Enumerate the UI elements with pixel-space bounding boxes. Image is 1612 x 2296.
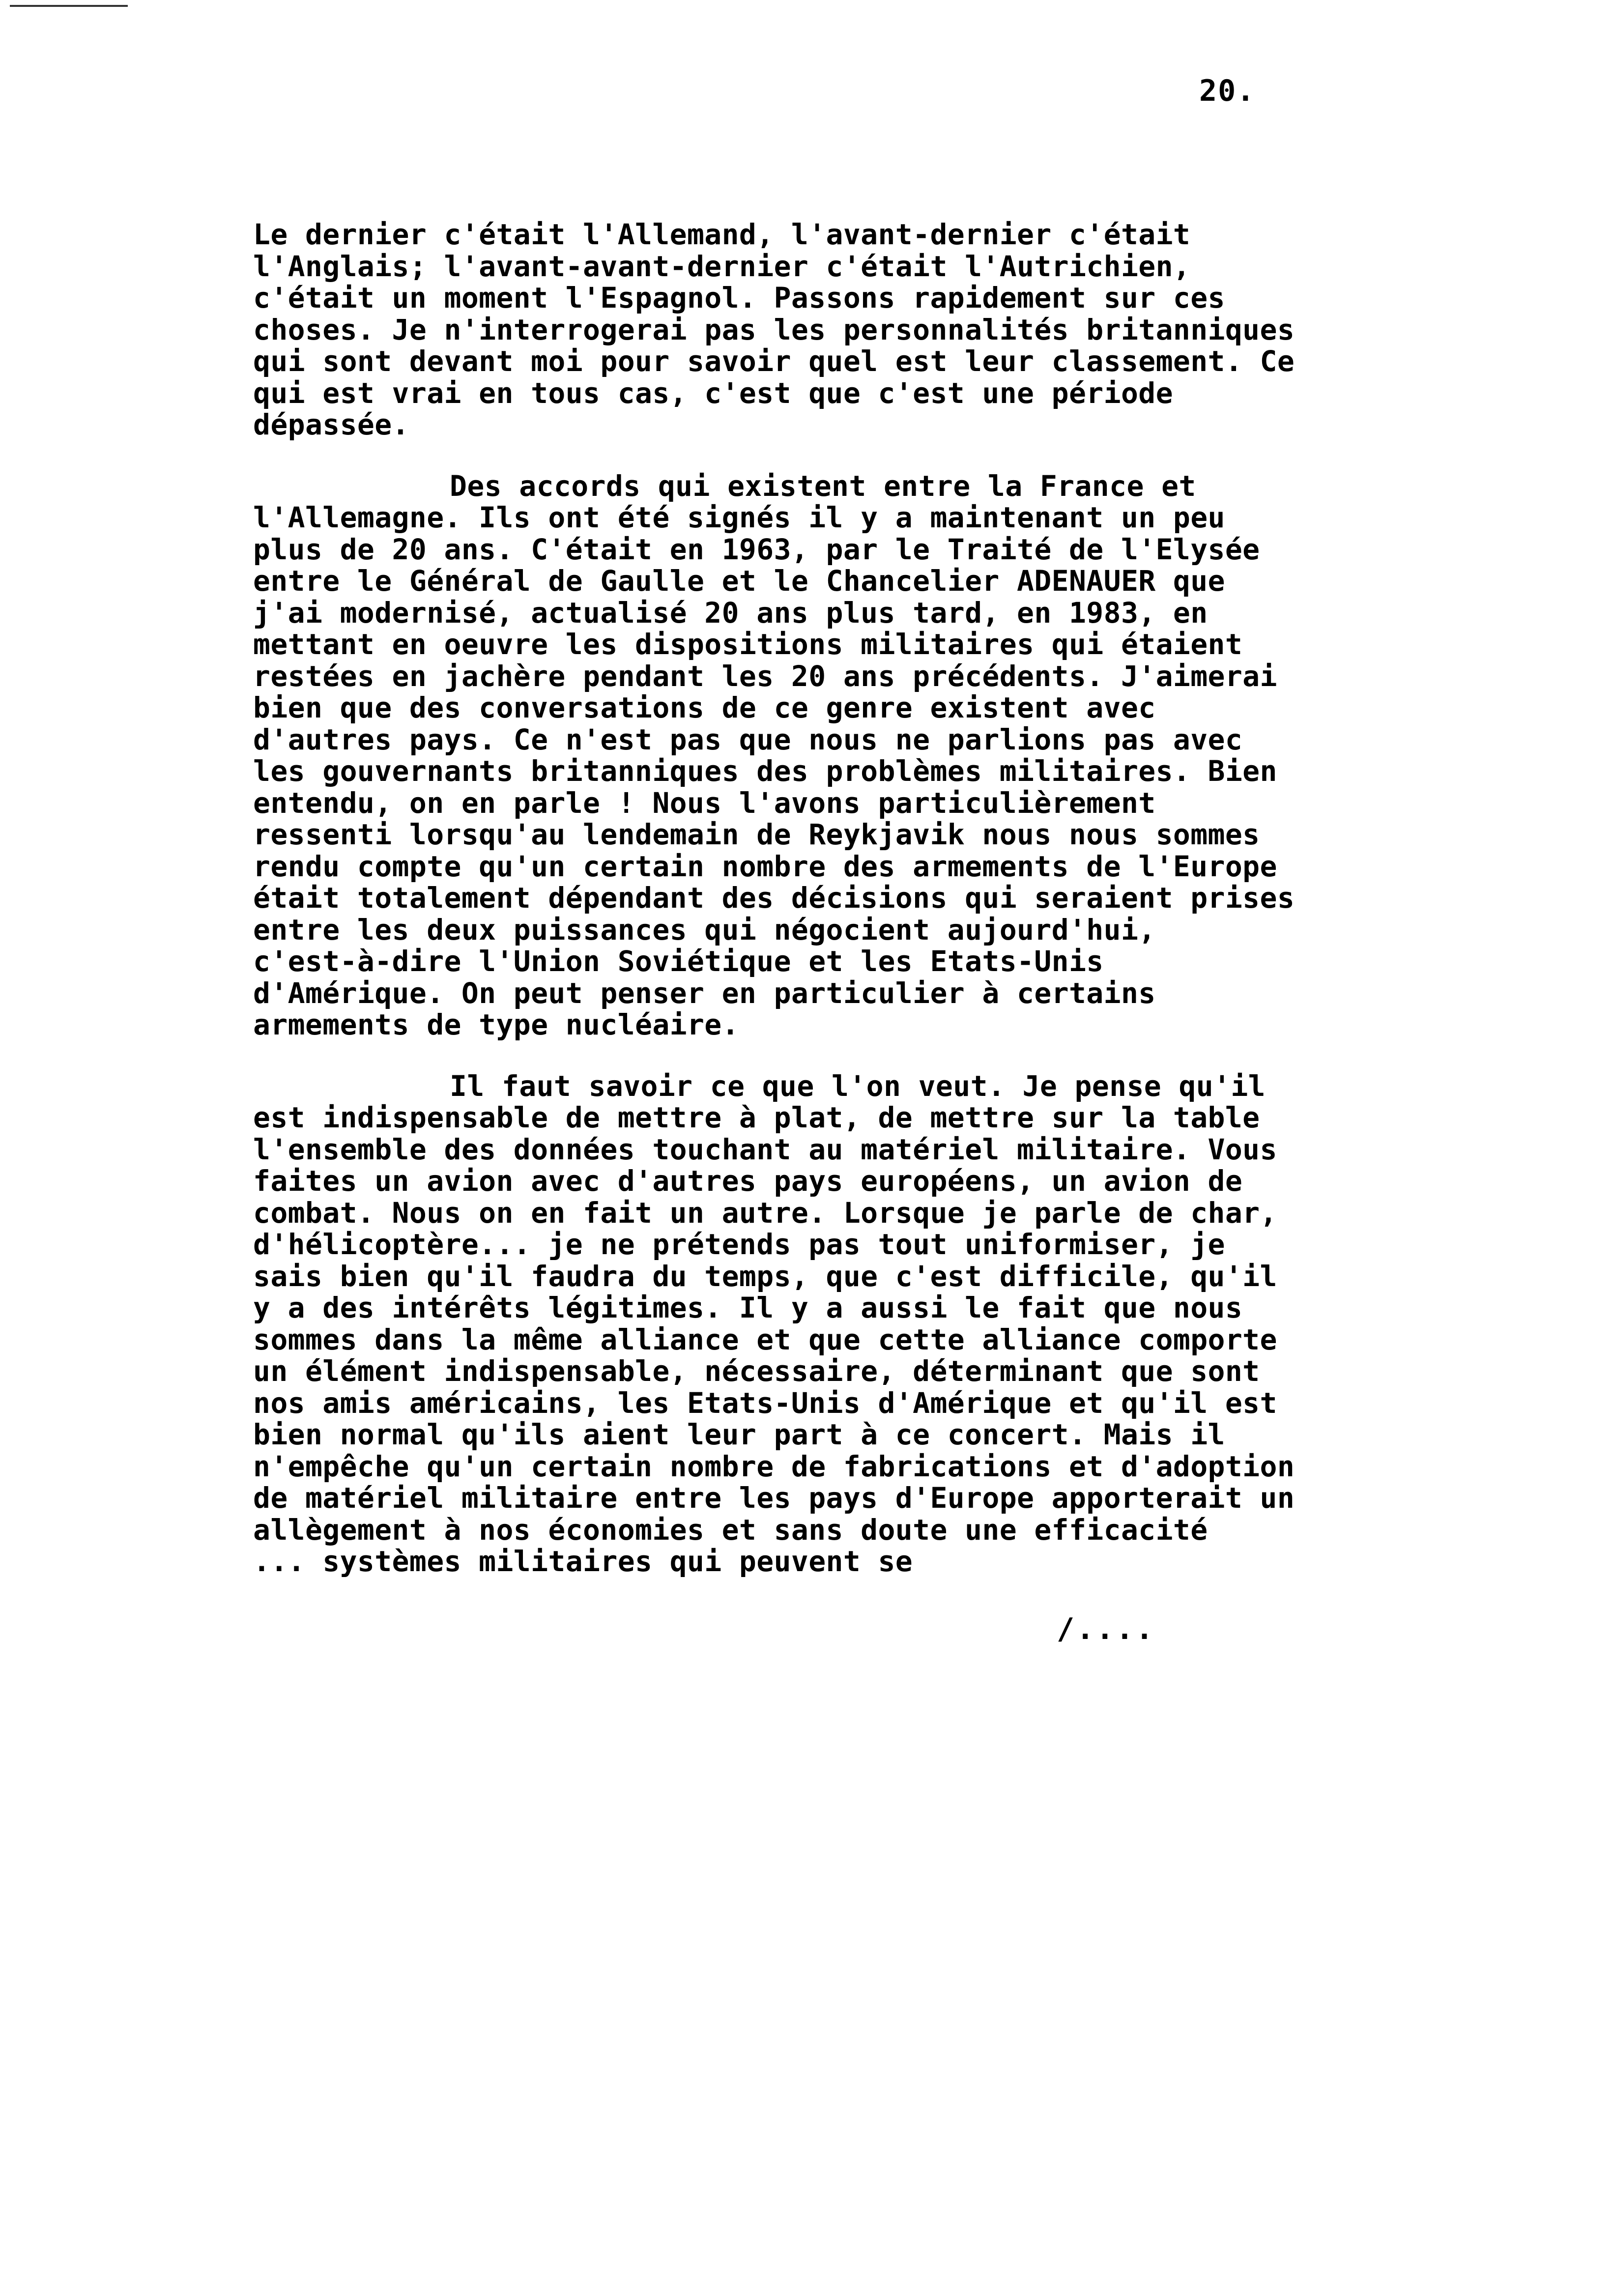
text-line: ... systèmes militaires qui peuvent se (253, 1545, 913, 1578)
text-line: l'ensemble des données touchant au matériel militaire. Vous (253, 1132, 1277, 1166)
text-line: entendu, on en parle ! Nous l'avons particulièrement (253, 786, 1156, 820)
text-line: bien normal qu'ils aient leur part à ce concert. Mais il (253, 1418, 1225, 1451)
text-line: faites un avion avec d'autres pays européens, un avion de (253, 1164, 1243, 1198)
text-line: armements de type nucléaire. (253, 1008, 739, 1041)
text-line: restées en jachère pendant les 20 ans précédents. J'aimerai (253, 659, 1277, 693)
continuation-marker: /.... (1057, 1612, 1155, 1646)
text-line: un élément indispensable, nécessaire, déterminant que sont (253, 1354, 1260, 1388)
text-line: est indispensable de mettre à plat, de mettre sur la table (253, 1101, 1260, 1134)
paragraph-1 (253, 219, 1492, 441)
text-line: d'autres pays. Ce n'est pas que nous ne parlions pas avec (253, 722, 1243, 756)
text-line: était totalement dépendant des décisions qui seraient prises (253, 881, 1295, 915)
text-line: choses. Je n'interrogerai pas les personnalités britanniques (253, 313, 1295, 346)
text-line: mettant en oeuvre les dispositions militaires qui étaient (253, 628, 1243, 661)
text-line: y a des intérêts légitimes. Il y a aussi le fait que nous (253, 1291, 1243, 1324)
text-line: combat. Nous on en fait un autre. Lorsque je parle de char, (253, 1196, 1277, 1230)
text-line: qui sont devant moi pour savoir quel est leur classement. Ce (253, 344, 1295, 378)
text-line: entre le Général de Gaulle et le Chancelier ADENAUER que (253, 564, 1225, 598)
text-line: les gouvernants britanniques des problèmes militaires. Bien (253, 754, 1277, 788)
text-line: allègement à nos économies et sans doute une efficacité (253, 1513, 1208, 1547)
text-line: c'était un moment l'Espagnol. Passons rapidement sur ces (253, 281, 1225, 315)
text-line: ressenti lorsqu'au lendemain de Reykjavik nous nous sommes (253, 818, 1260, 851)
text-line: j'ai modernisé, actualisé 20 ans plus tard, en 1983, en (253, 596, 1208, 630)
text-line: c'est-à-dire l'Union Soviétique et les Etats-Unis (253, 945, 1104, 978)
text-line: qui est vrai en tous cas, c'est que c'est une période (253, 376, 1173, 410)
text-line: nos amis américains, les Etats-Unis d'Amérique et qu'il est (253, 1386, 1277, 1420)
text-line: l'Anglais; l'avant-avant-dernier c'était l'Autrichien, (253, 249, 1191, 283)
text-line: Le dernier c'était l'Allemand, l'avant-dernier c'était (253, 218, 1191, 251)
page-number: 20. (1199, 74, 1256, 108)
text-line: sais bien qu'il faudra du temps, que c'est difficile, qu'il (253, 1259, 1277, 1293)
text-line: sommes dans la même alliance et que cette alliance comporte (253, 1322, 1277, 1356)
document-body (253, 219, 1492, 1578)
text-line: d'Amérique. On peut penser en particulier à certains (253, 976, 1156, 1010)
text-line: d'hélicoptère... je ne prétends pas tout uniformiser, je (253, 1228, 1225, 1261)
text-line: bien que des conversations de ce genre existent avec (253, 691, 1156, 724)
text-line: Des accords qui existent entre la France et (450, 469, 1196, 503)
text-line: l'Allemagne. Ils ont été signés il y a maintenant un peu (253, 501, 1225, 534)
text-line: entre les deux puissances qui négocient aujourd'hui, (253, 913, 1156, 947)
paragraph-3 (253, 1070, 1492, 1578)
text-line: plus de 20 ans. C'était en 1963, par le Traité de l'Elysée (253, 532, 1260, 566)
text-line: rendu compte qu'un certain nombre des armements de l'Europe (253, 849, 1277, 883)
scan-artifact-mark (10, 5, 128, 7)
text-line: de matériel militaire entre les pays d'Europe apporterait un (253, 1481, 1295, 1515)
text-line: dépassée. (253, 408, 409, 441)
text-line: Il faut savoir ce que l'on veut. Je pense qu'il (450, 1069, 1266, 1103)
paragraph-2 (253, 470, 1492, 1041)
text-line: n'empêche qu'un certain nombre de fabrications et d'adoption (253, 1449, 1295, 1483)
